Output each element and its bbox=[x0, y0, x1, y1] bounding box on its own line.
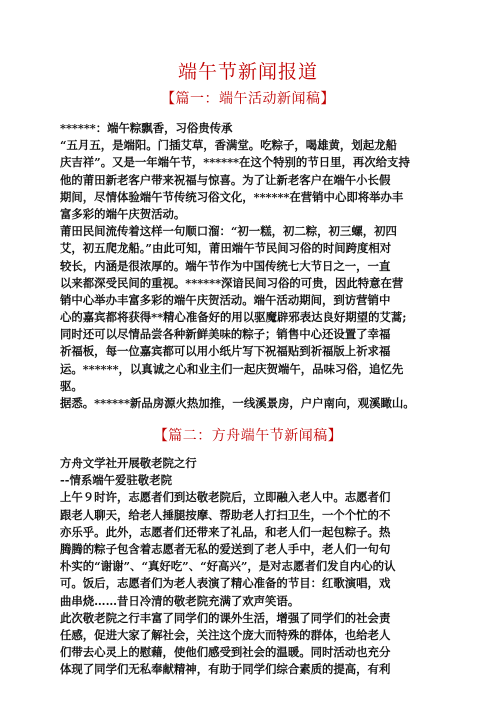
paragraph-line: 据悉。******新品房源火热加推，一线溪景房，户户南向，观溪瞰山。 bbox=[60, 396, 415, 410]
paragraph-line: 心的嘉宾都将获得**精心准备好的用以驱魔辟邪表达良好期望的艾蒿; bbox=[60, 310, 407, 325]
document-title: 端午节新闻报道 bbox=[177, 61, 318, 83]
paragraph-line: 可。饭后，志愿者们为老人表演了精心准备的节目：红歌演唱，戏 bbox=[60, 576, 391, 591]
paragraph-line: ******：端午粽飘香，习俗贵传承 bbox=[60, 121, 233, 135]
paragraph-line: 他的莆田新老客户带来祝福与惊喜。为了让新老客户在端午小长假 bbox=[60, 172, 391, 187]
paragraph-line: 亦乐乎。此外，志愿者们还带来了礼品，和老人们一起包粽子。热 bbox=[60, 524, 391, 539]
section-body-2 bbox=[60, 455, 441, 678]
section-body-1 bbox=[60, 120, 441, 412]
paragraph-line: 朴实的“谢谢”、“真好吃”、“好高兴”，是对志愿者们发自内心的认 bbox=[60, 559, 396, 574]
paragraph-line: 艾，初五爬龙船。”由此可知，莆田端午节民间习俗的时间跨度相对 bbox=[60, 241, 392, 256]
paragraph-line: 体现了同学们无私奉献精神，有助于同学们综合素质的提高，有利 bbox=[60, 662, 391, 677]
paragraph-line: 腾腾的粽子包含着志愿者无私的爱送到了老人手中，老人们一句句 bbox=[60, 541, 391, 556]
paragraph-line: 曲串烧……昔日冷清的敬老院充满了欢声笑语。 bbox=[60, 593, 300, 608]
paragraph-line: 方舟文学社开展敬老院之行 bbox=[60, 456, 197, 470]
paragraph-line: 较长，内涵是很浓厚的。端午节作为中国传统七大节日之一，一直 bbox=[60, 258, 391, 273]
section-heading-2: 【篇二：方舟端午节新闻稿】 bbox=[153, 428, 343, 444]
paragraph-line: 跟老人聊天，给老人捶腿按摩、帮助老人打扫卫生，一个个忙的不 bbox=[60, 507, 391, 522]
paragraph-line: 们带去心灵上的慰藉，使他们感受到社会的温暖。同时活动也充分 bbox=[60, 645, 391, 660]
paragraph-line: 莆田民间流传着这样一句顺口溜：“初一糕，初二粽，初三螺，初四 bbox=[60, 224, 397, 239]
paragraph-line: 销中心举办丰富多彩的端午庆贺活动。端午活动期间，到访营销中 bbox=[60, 292, 391, 307]
paragraph-line: --情系端午爱驻敬老院 bbox=[60, 473, 172, 488]
paragraph-line: 庆吉祥”。又是一年端午节，******在这个特别的节日里，再次给支持 bbox=[60, 155, 410, 170]
section-heading-1: 【篇一：端午活动新闻稿】 bbox=[161, 91, 335, 107]
paragraph-line: 此次敬老院之行丰富了同学们的课外生活，增强了同学们的社会责 bbox=[60, 610, 391, 625]
paragraph-line: 富多彩的端午庆贺活动。 bbox=[60, 206, 186, 221]
paragraph-line: 运。******，以真诚之心和业主们一起庆贺端午，品味习俗，追忆先 bbox=[60, 361, 404, 376]
paragraph-line: 期间，尽情体验端午节传统习俗文化，******在营销中心即将举办丰 bbox=[60, 189, 404, 204]
paragraph-line: 上午９时许，志愿者们到达敬老院后，立即融入老人中。志愿者们 bbox=[60, 490, 391, 505]
paragraph-line: 同时还可以尽情品尝各种新鲜美味的粽子；销售中心还设置了幸福 bbox=[60, 327, 391, 342]
paragraph-line: 以来都深受民间的重视。******深谙民间习俗的可贵，因此特意在营 bbox=[60, 275, 404, 290]
paragraph-line: 驱。 bbox=[60, 378, 83, 393]
paragraph-line: 任感，促进大家了解社会，关注这个庞大而特殊的群体，也给老人 bbox=[60, 627, 391, 642]
paragraph-line: “五月五，是端阳。门插艾草，香满堂。吃粽子，喝雄黄，划起龙船 bbox=[60, 138, 397, 153]
paragraph-line: 祈福板，每一位嘉宾都可以用小纸片写下祝福贴到祈福版上祈求福 bbox=[60, 344, 391, 359]
